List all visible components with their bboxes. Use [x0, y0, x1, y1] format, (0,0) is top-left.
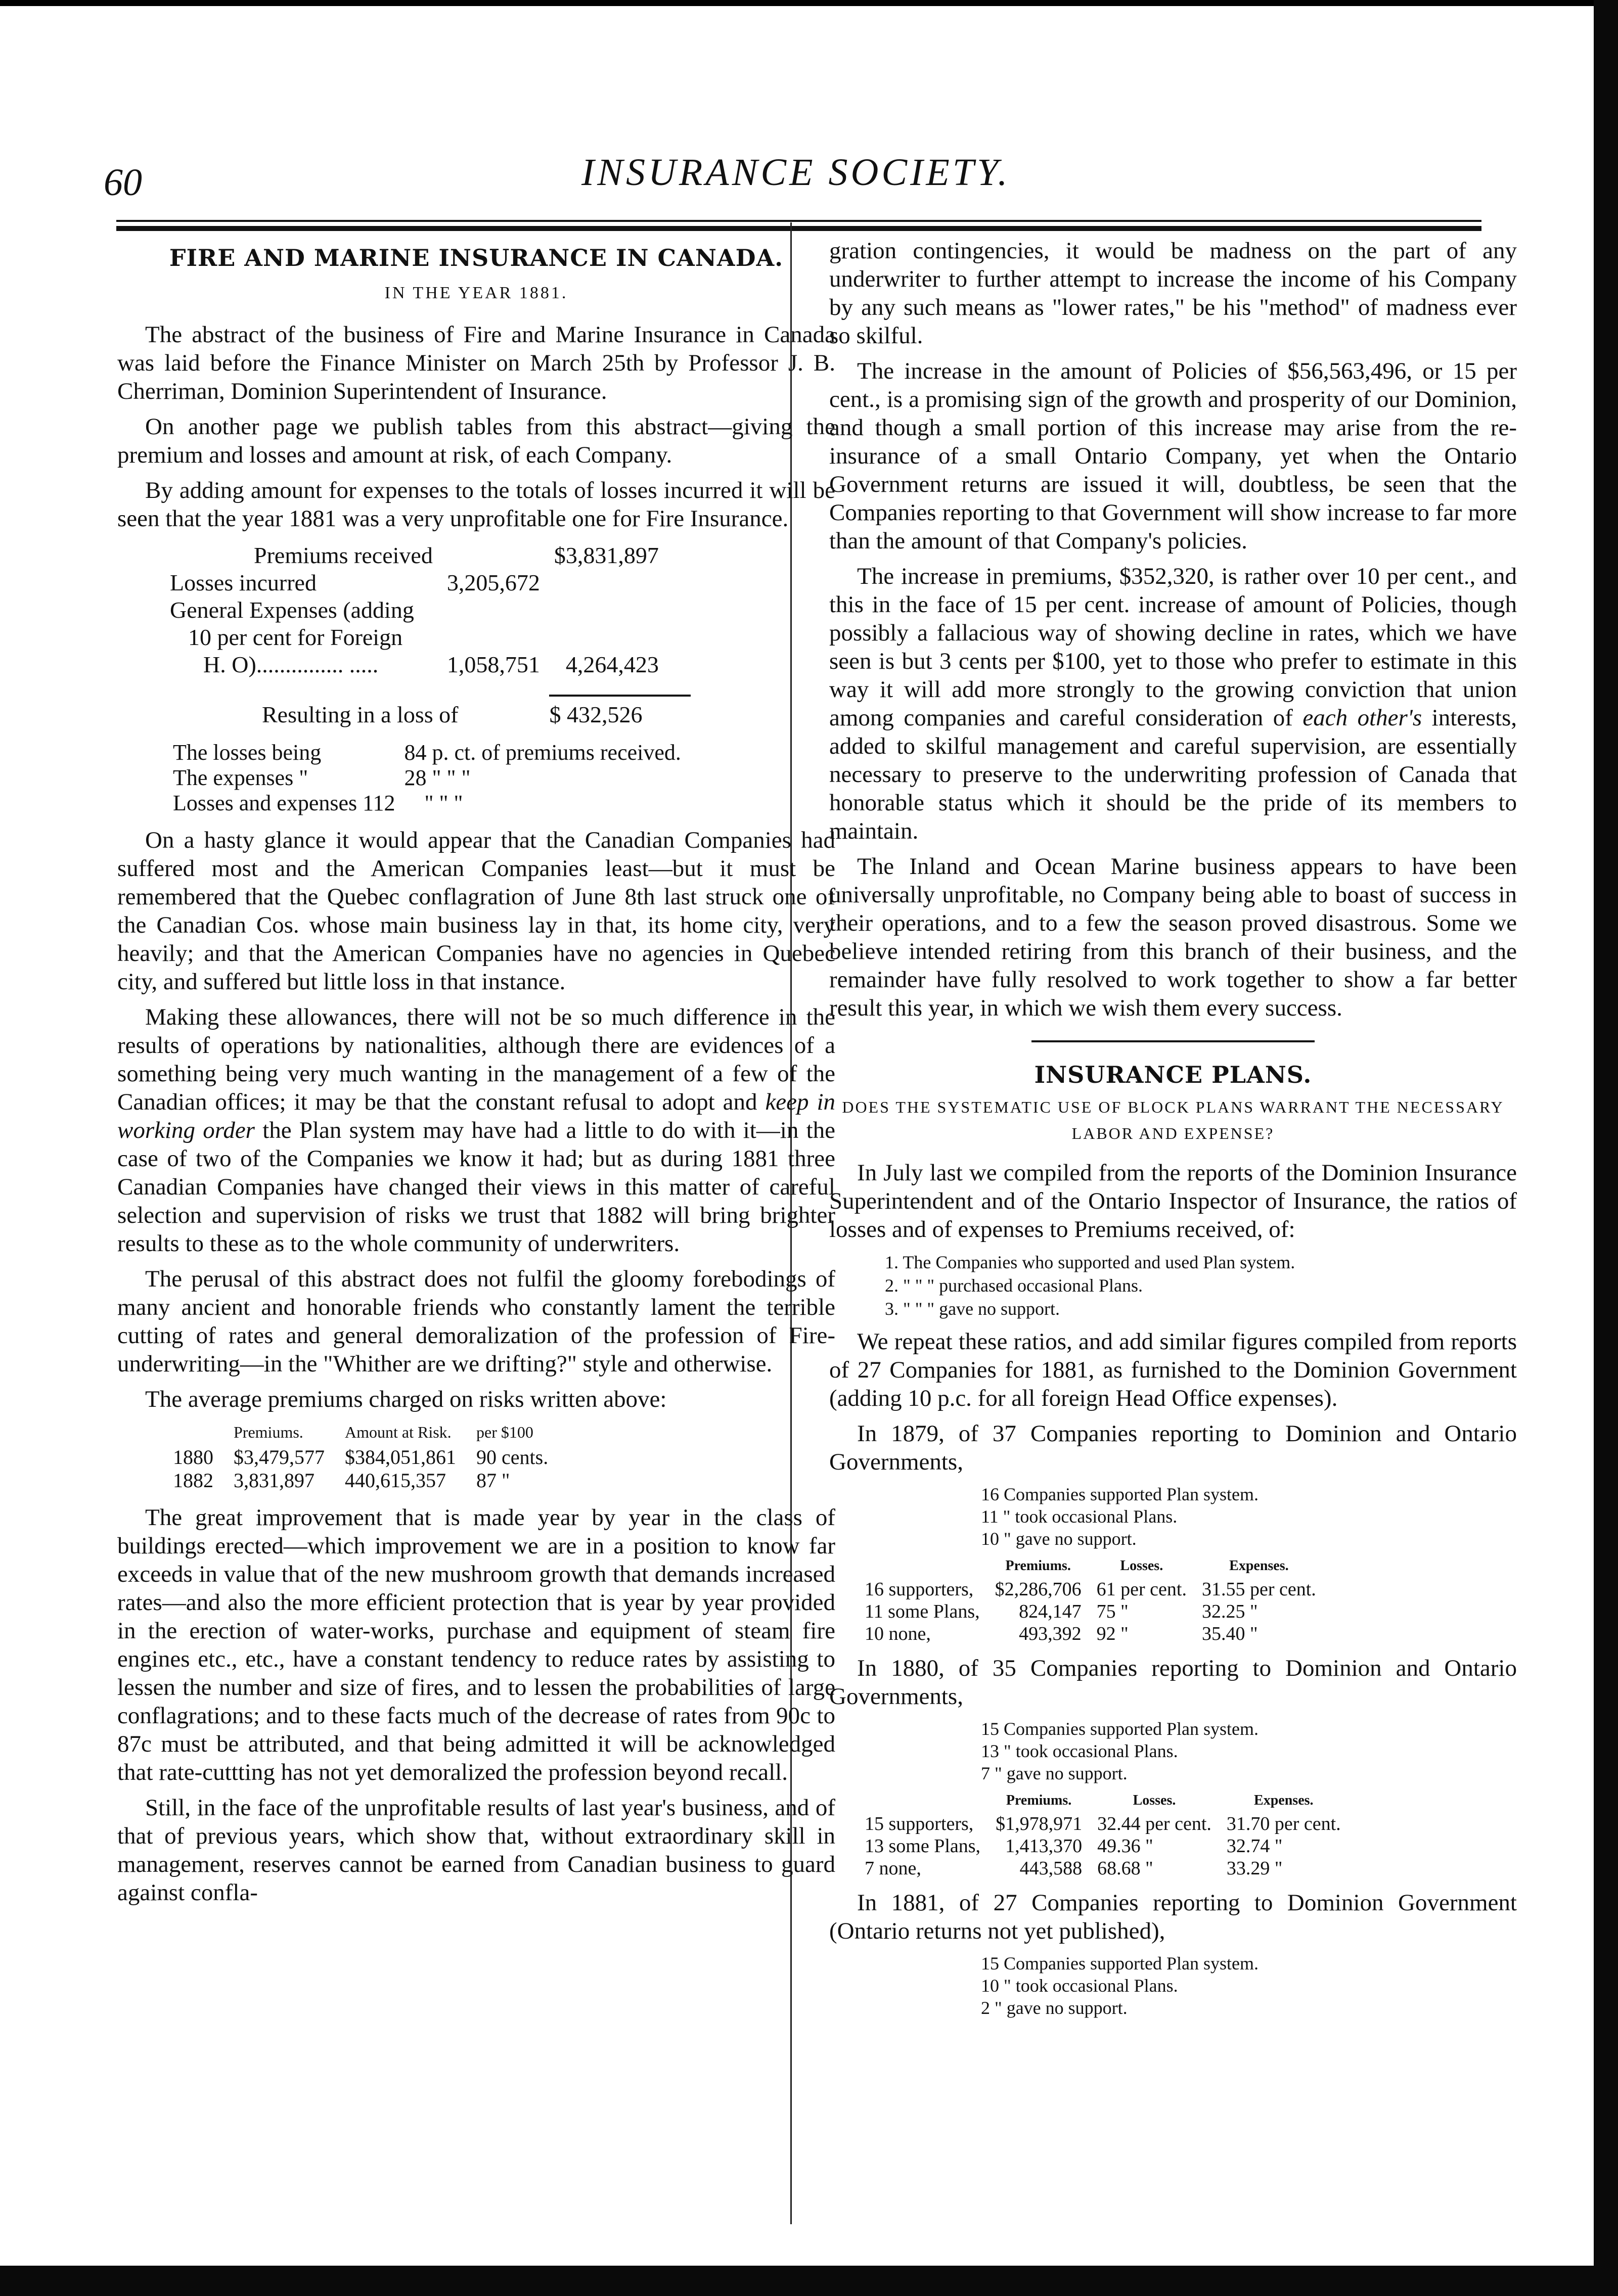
ratio-label: The expenses ": [173, 765, 308, 790]
paragraph: Making these allowances, there will not be so much difference in the results of operations by nationalities, although there are evidences of a something being very much wanting in the management of a few of the Canadian offices; it may be that the constant refusal to adopt and keep in working order the Plan system may have had a little to do with it—in the case of two of the Companies we know it had; but as during 1881 three Canadian Companies have changed their views in this matter of careful selection and supervision of risks we trust that 1882 will bring brighter results to these as to the whole community of underwriters.: [117, 1004, 836, 1257]
emphasis: each other's: [1302, 705, 1422, 731]
list-item: 16 Companies supported Plan system.: [981, 1484, 1259, 1504]
article-subtitle: IN THE YEAR 1881.: [384, 284, 568, 302]
article-subtitle: DOES THE SYSTEMATIC USE OF BLOCK PLANS WARRANT THE NECESSARY LABOR AND EXPENSE?: [842, 1098, 1504, 1142]
company-list-1881: [981, 1952, 1517, 2019]
list-item: 15 Companies supported Plan system.: [981, 1953, 1259, 1973]
list-item: 3. " " " gave no support.: [885, 1299, 1060, 1319]
list-item: 13 " took occasional Plans.: [981, 1741, 1178, 1761]
header-rule-thick: [116, 226, 1481, 231]
section-divider: [1031, 1040, 1315, 1042]
scan-edge-right: [1594, 0, 1618, 2296]
table-header: Expenses.: [1229, 1558, 1289, 1574]
premiums-value: $3,831,897: [554, 542, 659, 568]
result-line: [117, 695, 835, 729]
table-row: 16 supporters, $2,286,706 61 per cent. 31.55 per cent.: [865, 1579, 1316, 1600]
paragraph: In 1879, of 37 Companies reporting to Dominion and Ontario Governments,: [829, 1420, 1517, 1475]
ratio-label: Losses and expenses 112: [173, 791, 395, 815]
paragraph: The great improvement that is made year by year in the class of buildings erected—which improvement we are in a position to know far exceeds in value that of the new mushroom growth that demands increased rates—and also the more efficient protection that is year by year provided in the erection of water-works, purchase and equipment of steam fire engines etc., etc., have a constant tendency to reduce rates by assisting to lessen the number and size of fires, and to lessen the probabilities of large conflagrations; and to these facts much of the decrease of rates from 90c to 87c must be attributed, and that being admitted it will be acknowledged that rate-cuttting has not yet demoralized the profession beyond recall.: [117, 1504, 835, 1785]
result-value: $ 432,526: [549, 695, 691, 729]
paragraph: The abstract of the business of Fire and Marine Insurance in Canada was laid before the Finance Minister on March 25th by Professor J. B. Cherriman, Dominion Superintendent of Insurance.: [117, 322, 835, 404]
table-header: Amount at Risk.: [345, 1423, 452, 1441]
paragraph: The increase in premiums, $352,320, is rather over 10 per cent., and this in the face of 15 per cent. increase of amount of Policies, though possibly a fallacious way of showing decline in rates, which we have seen is but 3 cents per $100, yet to those who prefer to estimate in this way it will add more strongly to the growing conviction that union among companies and careful consideration of each other's interests, added to skilful management and careful supervision, are essentially necessary to preserve to the underwriting profession of Canada that honorable status which it should be the pride of its members to maintain.: [829, 563, 1517, 844]
paragraph: The perusal of this abstract does not fulfil the gloomy forebodings of many ancient and honorable friends who constantly lament the terrible cutting of rates and general demoralization of the profession of Fire-underwriting—in the "Whither are we drifting?" style and otherwise.: [117, 1266, 835, 1377]
ratio-table: [173, 740, 690, 816]
losses-value: 3,205,672: [446, 570, 540, 595]
average-premiums-table: [173, 1420, 568, 1492]
left-column: [117, 237, 835, 1914]
table-row: 15 supporters, $1,978,971 32.44 per cent. 31.70 per cent.: [865, 1813, 1341, 1834]
paragraph: gration contingencies, it would be madness on the part of any underwriter to further attempt to increase the income of his Company by any such means as "lower rates," be his "method" of madness ever so skilful.: [829, 238, 1517, 349]
table-header: Losses.: [1133, 1793, 1176, 1808]
list-item: 10 " gave no support.: [981, 1529, 1137, 1549]
paragraph: We repeat these ratios, and add similar figures compiled from reports of 27 Companies for 1881, as furnished to the Dominion Government (adding 10 p.c. for all foreign Head Office expenses).: [829, 1328, 1517, 1411]
table-row: 1882 3,831,897 440,615,357 87 ": [173, 1469, 510, 1492]
table-row: 1880 $3,479,577 $384,051,861 90 cents.: [173, 1446, 549, 1468]
loss-table: [163, 542, 666, 678]
table-header: per $100: [476, 1423, 533, 1441]
paragraph: By adding amount for expenses to the totals of losses incurred it will be seen that the year 1881 was a very unprofitable one for Fire Insurance.: [117, 477, 835, 532]
paragraph: The average premiums charged on risks written above:: [145, 1386, 667, 1412]
paragraph: On a hasty glance it would appear that the Canadian Companies had suffered most and the American Companies least—but it must be remembered that the Quebec conflagration of June 8th last struck one of the Canadian Cos. whose main business lay in that, its home city, very heavily; and that the American Companies have no agencies in Quebec city, and suffered but little loss in that instance.: [117, 827, 835, 995]
paragraph: In 1880, of 35 Companies reporting to Dominion and Ontario Governments,: [829, 1655, 1517, 1710]
table-header: Expenses.: [1254, 1793, 1314, 1808]
paragraph: Still, in the face of the unprofitable results of last year's business, and of that of previous years, which show that, without extraordinary skill in management, reserves cannot be earned from Canadian business to guard against confla-: [117, 1795, 835, 1906]
list-item: 7 " gave no support.: [981, 1763, 1128, 1783]
list-item: 11 " took occasional Plans.: [981, 1506, 1178, 1527]
list-item: 2 " gave no support.: [981, 1998, 1128, 2018]
right-column: [829, 237, 1517, 2024]
paragraph: On another page we publish tables from this abstract—giving the premium and losses and amount at risk, of each Company.: [117, 414, 835, 468]
page-number: 60: [104, 161, 142, 204]
table-header: Premiums.: [1005, 1558, 1071, 1574]
article-title: FIRE AND MARINE INSURANCE IN CANADA.: [169, 244, 784, 271]
company-list-1880: [981, 1718, 1517, 1784]
expenses-value: 1,058,751: [446, 652, 540, 677]
stats-table-1879: [865, 1555, 1331, 1645]
ratio-label: The losses being: [173, 740, 322, 765]
expenses-label-1: General Expenses (adding: [170, 597, 414, 623]
company-list-1879: [981, 1483, 1517, 1550]
scan-edge-bottom: [0, 2266, 1618, 2296]
header-rule-thin: [116, 220, 1481, 222]
paragraph: The Inland and Ocean Marine business appears to have been universally unprofitable, no Company being able to boast of success in their operations, and to a few the season proved disastrous. Some we believe intended retiring from this branch of their business, and the remainder have fully resolved to work together to show a far better result this year, in which we wish them every success.: [829, 853, 1517, 1021]
table-header: Premiums.: [234, 1423, 303, 1441]
ratio-value: " " ": [424, 791, 463, 815]
emphasis: keep in working order: [117, 1089, 836, 1143]
paragraph: In July last we compiled from the reports of the Dominion Insurance Superintendent and of the Ontario Inspector of Insurance, the ratios of losses and of expenses to Premiums received, of:: [829, 1160, 1517, 1243]
article-title: INSURANCE PLANS.: [1034, 1061, 1312, 1088]
list-item: 15 Companies supported Plan system.: [981, 1719, 1259, 1739]
ratio-value: 84 p. ct. of premiums received.: [404, 740, 681, 765]
paragraph: In 1881, of 27 Companies reporting to Dominion Government (Ontario returns not yet published),: [829, 1890, 1517, 1944]
top-border: [0, 0, 1618, 6]
paragraph: The increase in the amount of Policies of $56,563,496, or 15 per cent., is a promising sign of the growth and prosperity of our Dominion, and though a small portion of this increase may arise from the re-insurance of a small Ontario Company, yet when the Ontario Government returns are issued it will, doubtless, be seen that the Companies reporting to that Government will show increase to far more than the amount of that Company's policies.: [829, 358, 1517, 554]
table-row: 10 none, 493,392 92 " 35.40 ": [865, 1623, 1258, 1644]
table-row: 7 none, 443,588 68.68 " 33.29 ": [865, 1858, 1283, 1879]
ratio-value: 28 " " ": [404, 765, 471, 790]
list-item: 10 " took occasional Plans.: [981, 1976, 1178, 1996]
table-header: Premiums.: [1006, 1793, 1072, 1808]
table-row: 13 some Plans, 1,413,370 49.36 " 32.74 ": [865, 1835, 1283, 1857]
premiums-label: Premiums received: [254, 542, 433, 568]
result-label: Resulting in a loss of: [262, 702, 459, 727]
list-item: 2. " " " purchased occasional Plans.: [885, 1275, 1143, 1296]
stats-table-1880: [865, 1789, 1356, 1879]
list-item: 1. The Companies who supported and used Plan system.: [885, 1252, 1295, 1272]
expenses-label-2: 10 per cent for Foreign: [188, 624, 403, 650]
total-value: 4,264,423: [565, 652, 659, 677]
expenses-label-3: H. O)............... .....: [203, 652, 379, 677]
running-head: INSURANCE SOCIETY.: [581, 151, 1011, 194]
plan-list: [885, 1251, 1517, 1320]
table-row: 11 some Plans, 824,147 75 " 32.25 ": [865, 1601, 1258, 1622]
losses-label: Losses incurred: [170, 570, 317, 595]
table-header: Losses.: [1120, 1558, 1163, 1574]
